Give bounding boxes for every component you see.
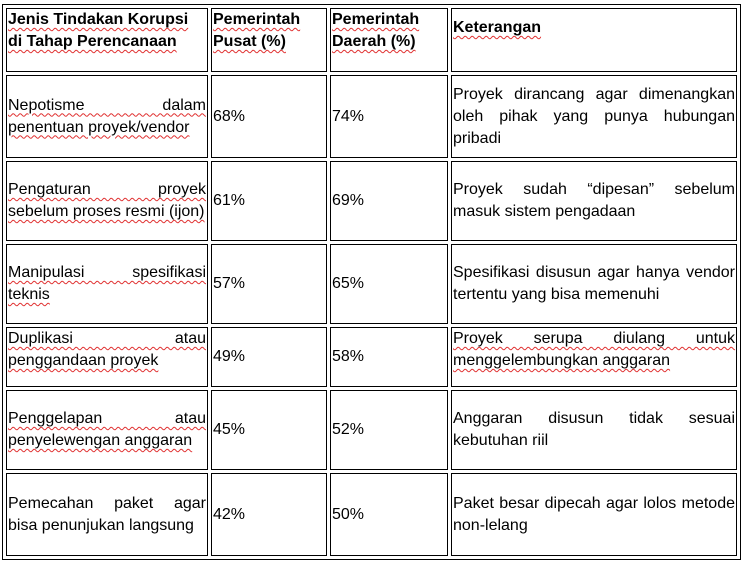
- cell-note: Anggaran disusun tidak sesuai kebutuhan riil: [451, 390, 737, 470]
- cell-type: Nepotisme dalam penentuan proyek/vendor: [6, 75, 208, 158]
- cell-daerah: 69%: [330, 161, 448, 241]
- cell-note: Spesifikasi disusun agar hanya vendor tertentu yang bisa memenuhi: [451, 244, 737, 324]
- cell-note: Proyek dirancang agar dimenangkan oleh pihak yang punya hubungan pribadi: [451, 75, 737, 158]
- cell-type: Penggelapan atau penyelewengan anggaran: [6, 390, 208, 470]
- cell-daerah: 65%: [330, 244, 448, 324]
- table-row: [6, 473, 737, 556]
- cell-pusat: 49%: [211, 327, 327, 387]
- cell-note: Proyek serupa diulang untuk menggelembungkan anggaran: [451, 327, 737, 387]
- cell-type: Pemecahan paket agar bisa penunjukan langsung: [6, 473, 208, 556]
- cell-note: Proyek sudah “dipesan” sebelum masuk sistem pengadaan: [451, 161, 737, 241]
- corruption-table: [2, 4, 741, 560]
- header-pusat: Pemerintah Pusat (%): [211, 8, 327, 72]
- cell-pusat: 57%: [211, 244, 327, 324]
- cell-type: Manipulasi spesifikasi teknis: [6, 244, 208, 324]
- cell-pusat: 42%: [211, 473, 327, 556]
- header-note: Keterangan: [451, 8, 737, 72]
- table-header-row: [6, 8, 737, 72]
- cell-pusat: 61%: [211, 161, 327, 241]
- table-row: [6, 161, 737, 241]
- cell-daerah: 74%: [330, 75, 448, 158]
- cell-note: Paket besar dipecah agar lolos metode non-lelang: [451, 473, 737, 556]
- table-row: [6, 390, 737, 470]
- table-row: [6, 327, 737, 387]
- cell-pusat: 68%: [211, 75, 327, 158]
- cell-pusat: 45%: [211, 390, 327, 470]
- header-daerah: Pemerintah Daerah (%): [330, 8, 448, 72]
- table-row: [6, 75, 737, 158]
- header-type: Jenis Tindakan Korupsi di Tahap Perencanaan: [6, 8, 208, 72]
- cell-daerah: 50%: [330, 473, 448, 556]
- cell-type: Duplikasi atau penggandaan proyek: [6, 327, 208, 387]
- table-row: [6, 244, 737, 324]
- cell-daerah: 52%: [330, 390, 448, 470]
- cell-daerah: 58%: [330, 327, 448, 387]
- cell-type: Pengaturan proyek sebelum proses resmi (ijon): [6, 161, 208, 241]
